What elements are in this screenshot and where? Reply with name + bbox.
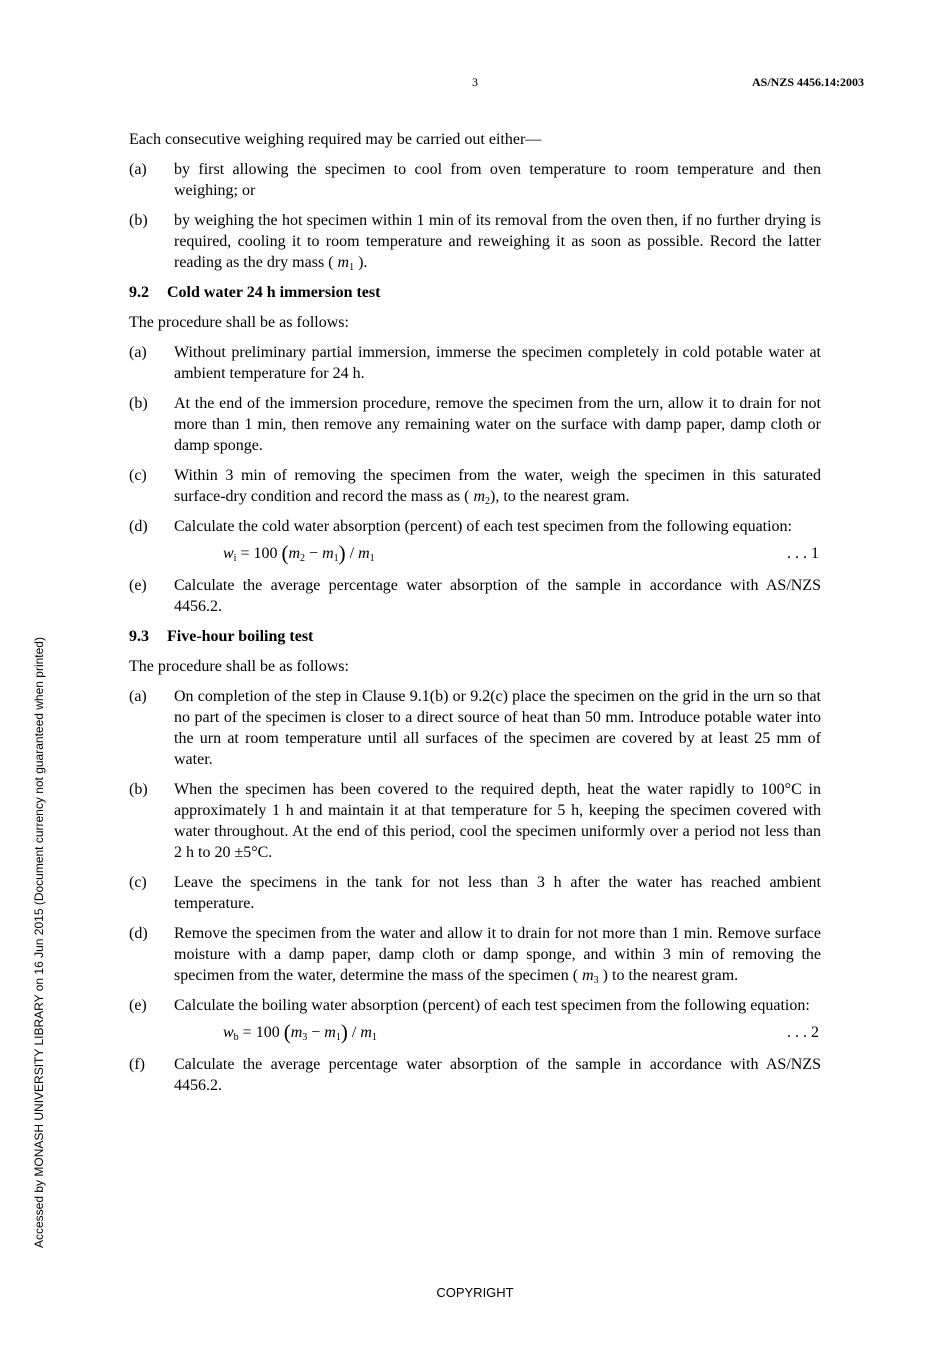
access-watermark: Accessed by MONASH UNIVERSITY LIBRARY on 16 Jun 2015 (Document currency not guaranteed when printed) xyxy=(32,637,46,1248)
page-number: 3 xyxy=(472,75,478,89)
standard-id: AS/NZS 4456.14:2003 xyxy=(751,75,864,89)
equation-1 xyxy=(129,543,821,564)
list-text: Calculate the boiling water absorption (percent) of each test specimen from the following equation: xyxy=(174,997,810,1014)
section-heading-9-3: 9.3 Five-hour boiling test xyxy=(129,628,314,645)
list-item xyxy=(129,210,821,273)
list-text: Within 3 min of removing the specimen from the water, weigh the specimen in this saturated surface-dry condition and record the mass as ( $m_2$), to the nearest gram. xyxy=(174,467,821,507)
copyright-footer: COPYRIGHT xyxy=(436,1285,514,1300)
equation-number: . . . 2 xyxy=(787,1024,819,1041)
list-text: Without preliminary partial immersion, immerse the specimen completely in cold potable water at ambient temperature for 24 h. xyxy=(174,344,821,382)
section-intro: The procedure shall be as follows: xyxy=(129,658,349,675)
list-label: (e) xyxy=(129,577,147,594)
list-item xyxy=(129,465,821,507)
list-label: (a) xyxy=(129,344,147,361)
list-item xyxy=(129,342,821,384)
equation-formula: $w_i = 100$ $(m_2 - m_1) / m_1$ xyxy=(223,541,375,565)
intro-text: Each consecutive weighing required may be carried out either— xyxy=(129,131,542,148)
list-text: by weighing the hot specimen within 1 min of its removal from the oven then, if no further drying is required, cooling it to room temperature and reweighing it as soon as possible. Record the latter reading as the dry mass ( $m_1$ ). xyxy=(174,212,821,273)
list-label: (c) xyxy=(129,467,147,484)
list-text: On completion of the step in Clause 9.1(b) or 9.2(c) place the specimen on the grid in the urn so that no part of the specimen is closer to a direct source of heat than 50 mm. Introduce potable water into the urn at room temperature until all surfaces of the specimen are covered by at least 25 mm of water. xyxy=(174,688,821,768)
section-intro: The procedure shall be as follows: xyxy=(129,314,349,331)
list-item xyxy=(129,575,821,617)
list-label: (a) xyxy=(129,688,147,705)
list-label: (b) xyxy=(129,395,148,412)
list-item xyxy=(129,159,821,201)
list-text: by first allowing the specimen to cool from oven temperature to room temperature and then weighing; or xyxy=(174,161,821,199)
document-body xyxy=(129,129,821,1105)
list-label: (d) xyxy=(129,518,148,535)
list-label: (f) xyxy=(129,1056,145,1073)
list-text: Calculate the average percentage water absorption of the sample in accordance with AS/NZS 4456.2. xyxy=(174,577,821,615)
list-text: At the end of the immersion procedure, remove the specimen from the urn, allow it to drain for not more than 1 min, then remove any remaining water on the surface with damp paper, damp cloth or damp sponge. xyxy=(174,395,821,454)
list-label: (a) xyxy=(129,161,147,178)
list-item xyxy=(129,995,821,1016)
list-label: (e) xyxy=(129,997,147,1014)
list-item xyxy=(129,872,821,914)
list-text: Leave the specimens in the tank for not less than 3 h after the water has reached ambient temperature. xyxy=(174,874,821,912)
list-item xyxy=(129,516,821,537)
list-label: (b) xyxy=(129,212,148,229)
list-label: (c) xyxy=(129,874,147,891)
equation-number: . . . 1 xyxy=(787,545,819,562)
list-item xyxy=(129,1054,821,1096)
list-item xyxy=(129,393,821,456)
list-text: Calculate the average percentage water absorption of the sample in accordance with AS/NZS 4456.2. xyxy=(174,1056,821,1094)
list-text: Remove the specimen from the water and allow it to drain for not more than 1 min. Remove surface moisture with a damp paper, damp cloth or damp sponge, and within 3 min of removing the specimen from the water, determine the mass of the specimen ( $m_3$ ) to the nearest gram. xyxy=(174,925,821,986)
equation-formula: $w_b = 100$ $(m_3 - m_1) / m_1$ xyxy=(223,1020,377,1044)
list-item xyxy=(129,686,821,770)
equation-2 xyxy=(129,1022,821,1043)
list-label: (d) xyxy=(129,925,148,942)
list-text: Calculate the cold water absorption (percent) of each test specimen from the following equation: xyxy=(174,518,792,535)
list-text: When the specimen has been covered to the required depth, heat the water rapidly to 100°C in approximately 1 h and maintain it at that temperature for 5 h, keeping the specimen covered with water throughout. At the end of this period, cool the specimen uniformly over a period not less than 2 h to 20 ±5°C. xyxy=(174,781,821,861)
list-item xyxy=(129,923,821,986)
section-heading-9-2: 9.2 Cold water 24 h immersion test xyxy=(129,284,381,301)
list-label: (b) xyxy=(129,781,148,798)
list-item xyxy=(129,779,821,863)
